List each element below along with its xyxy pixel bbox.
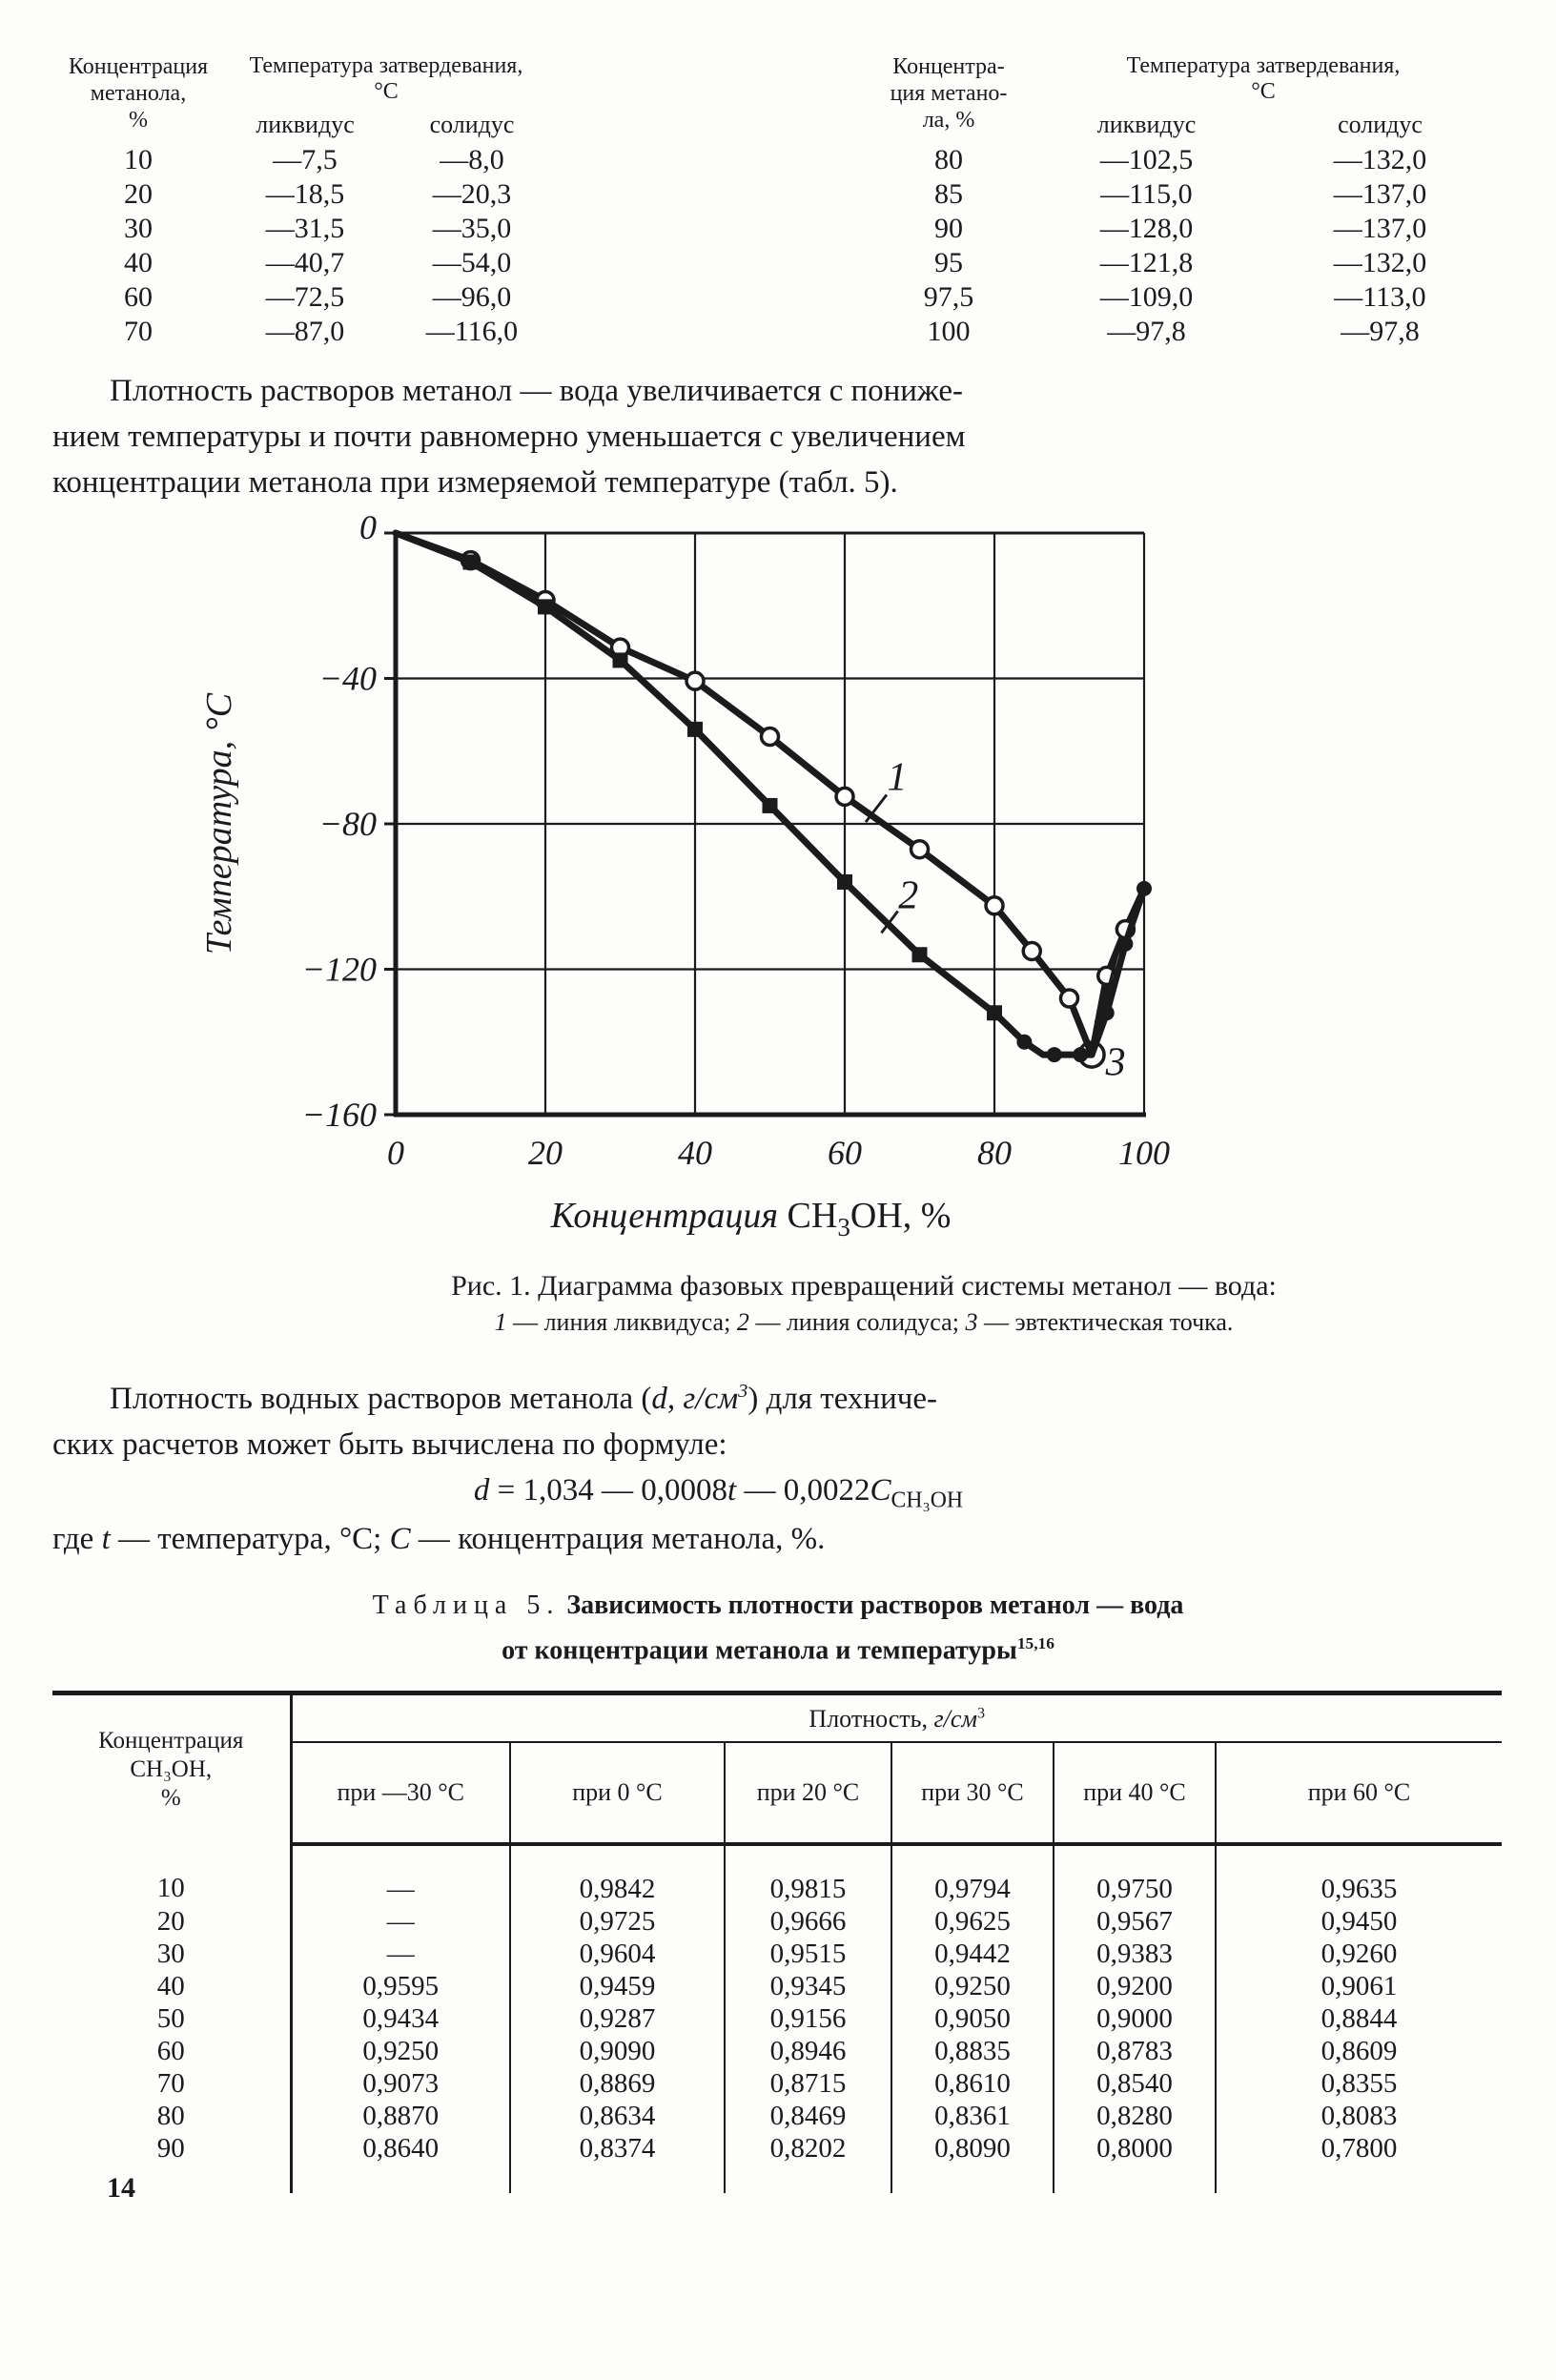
cell: —102,5 [1099, 144, 1194, 175]
freezing-table-left [57, 50, 553, 349]
table-row [57, 177, 553, 212]
cell: 80 [52, 2100, 291, 2132]
cell: 40 [124, 247, 153, 278]
cell: 0,9604 [510, 1938, 725, 1970]
cell: —97,8 [1341, 316, 1420, 347]
col-subheader: солидус [429, 111, 515, 138]
col-subheader-temp: при 20 °С [725, 1742, 891, 1844]
formula-legend: где t — температура, °С; С — концентрация метанола, %. [52, 1521, 826, 1556]
col-subheader-temp: при 40 °С [1054, 1742, 1216, 1844]
cell: 0,9434 [362, 2002, 440, 2034]
open-circle-marker [986, 897, 1003, 914]
table-row [57, 212, 553, 246]
table-row [52, 2002, 1502, 2035]
table-row [57, 280, 553, 315]
open-circle-marker [762, 728, 779, 746]
open-circle-marker [1061, 990, 1078, 1007]
table-row [52, 2100, 1502, 2132]
tick-labels [302, 509, 1170, 1172]
cell: —18,5 [265, 178, 345, 210]
table-row [868, 246, 1497, 280]
cell: 0,9442 [891, 1938, 1054, 1970]
figure-1 [172, 509, 1556, 1340]
filled-square-marker [613, 652, 628, 667]
cell: 0,9595 [362, 1970, 440, 2001]
eutectic-arrow [1095, 940, 1121, 1036]
cell: 60 [124, 281, 153, 313]
cell: 0,8090 [891, 2132, 1054, 2165]
cell: 0,8844 [1216, 2002, 1502, 2035]
cell: 0,9750 [1054, 1844, 1216, 1905]
col-subheader-temp: при 30 °С [891, 1742, 1054, 1844]
cell: 50 [52, 2002, 291, 2035]
table5-title-line2: от концентрации метанола и температуры$^{15,16}$ [502, 1633, 1054, 1665]
svg-text:60: 60 [828, 1134, 862, 1172]
cell: 0,9815 [725, 1844, 891, 1905]
cell: 0,9666 [725, 1905, 891, 1938]
paragraph-line: Плотность водных растворов метанола (d, $г/см^3$) для техниче- [110, 1381, 937, 1416]
y-axis-title: Температура, °С [199, 692, 239, 955]
cell: —116,0 [425, 316, 519, 347]
cell: 95 [934, 247, 963, 278]
cell: 70 [124, 316, 153, 347]
table-row [52, 2067, 1502, 2100]
filled-square-marker [763, 798, 778, 813]
cell: —121,8 [1099, 247, 1194, 278]
cell: 0,9000 [1054, 2002, 1216, 2035]
cell: 0,9625 [891, 1905, 1054, 1938]
cell: 20 [52, 1905, 291, 1938]
cell: 0,8540 [1054, 2067, 1216, 2100]
cell: 70 [52, 2067, 291, 2100]
series-1-line [396, 533, 1144, 1055]
cell: 0,9260 [1216, 1938, 1502, 1970]
figure-caption [172, 1267, 1556, 1340]
cell: 0,9725 [510, 1905, 725, 1938]
filled-square-marker [912, 947, 928, 962]
table-row [52, 1970, 1502, 2002]
legend-num-1: 1 [494, 1308, 507, 1336]
cell: —137,0 [1333, 213, 1427, 244]
col-subheader: ликвидус [1096, 111, 1197, 138]
cell: 0,9345 [725, 1970, 891, 2002]
table-row [868, 280, 1497, 315]
cell: —31,5 [265, 213, 345, 244]
table-row [868, 315, 1497, 349]
freezing-table-right [868, 50, 1497, 349]
curve-label-2: 2 [898, 873, 919, 918]
curve-label-3: 3 [1105, 1040, 1126, 1085]
cell: 40 [52, 1970, 291, 2002]
cell: 90 [52, 2132, 291, 2165]
table-row [868, 143, 1497, 177]
table-row [57, 315, 553, 349]
cell: —8,0 [440, 144, 504, 175]
density-table [52, 1691, 1502, 2193]
filled-circle-marker [1016, 1035, 1032, 1050]
cell: 100 [927, 316, 971, 347]
col-header-concentration: Концентрация метанола, % [68, 54, 209, 133]
cell: 0,9287 [510, 2002, 725, 2035]
filled-square-marker [463, 555, 479, 570]
cell: 0,9250 [362, 2035, 440, 2066]
col-header-concentration: Концентрация СН₃ОН, % [52, 1693, 291, 1844]
cell: —72,5 [265, 281, 345, 313]
paragraph-density-intro [52, 368, 1504, 505]
page-number: 14 [107, 2172, 135, 2204]
cell: 0,9450 [1216, 1905, 1502, 1938]
cell: 0,8783 [1054, 2035, 1216, 2067]
figure-caption-title: Рис. 1. Диаграмма фазовых превращений системы метанол — вода: [451, 1270, 1277, 1302]
col-subheader-temp: при —30 °С [291, 1742, 510, 1844]
cell: —54,0 [432, 247, 512, 278]
cell: —137,0 [1333, 178, 1427, 210]
col-header-concentration: Концентра- ция метано- ла, % [890, 54, 1008, 133]
cell: 0,8870 [362, 2100, 440, 2131]
svg-text:−40: −40 [318, 659, 377, 698]
cell: 0,9090 [510, 2035, 725, 2067]
curve-label-1: 1 [887, 755, 908, 800]
cell: —132,0 [1333, 247, 1427, 278]
cell: 0,8835 [891, 2035, 1054, 2067]
cell: 0,8083 [1216, 2100, 1502, 2132]
cell: —35,0 [432, 213, 512, 244]
table5-title [0, 1587, 1556, 1670]
cell: —40,7 [265, 247, 345, 278]
cell: 0,9567 [1054, 1905, 1216, 1938]
cell: —113,0 [1334, 281, 1426, 313]
cell: 0,9073 [362, 2067, 440, 2099]
grid-lines [396, 533, 1144, 1115]
filled-square-marker [837, 874, 852, 890]
paragraph-density-formula [52, 1368, 1504, 1467]
legend-num-2: 2 [736, 1308, 749, 1336]
cell: —96,0 [432, 281, 512, 313]
cell: —97,8 [1107, 316, 1186, 347]
filled-square-marker [687, 722, 703, 737]
cell: 10 [52, 1844, 291, 1905]
cell: —132,0 [1333, 144, 1427, 175]
cell: 0,8361 [891, 2100, 1054, 2132]
cell: 0,9515 [725, 1938, 891, 1970]
col-header-freezing-temp: Температура затвердевания, °С [249, 53, 523, 104]
cell: —20,3 [432, 178, 512, 210]
cell: 0,8374 [510, 2132, 725, 2165]
table-row [57, 143, 553, 177]
open-circle-marker [686, 672, 704, 689]
cell: 90 [934, 213, 963, 244]
table-row [868, 177, 1497, 212]
cell: 0,8469 [725, 2100, 891, 2132]
table-row [52, 1905, 1502, 1938]
cell: 0,9842 [510, 1844, 725, 1905]
cell: 0,9794 [891, 1844, 1054, 1905]
cell: — [386, 1938, 415, 1969]
table-row [868, 212, 1497, 246]
cell: —109,0 [1099, 281, 1194, 313]
table-row [57, 246, 553, 280]
cell: 0,8640 [362, 2132, 440, 2164]
col-subheader-temp: при 60 °С [1216, 1742, 1502, 1844]
table-row-spacer [52, 2165, 1502, 2193]
cell: 0,8202 [725, 2132, 891, 2165]
cell: —7,5 [273, 144, 338, 175]
cell: 30 [52, 1938, 291, 1970]
filled-square-marker [987, 1005, 1002, 1020]
open-circle-marker [836, 788, 853, 805]
table-row [52, 1938, 1502, 1970]
cell: 0,8715 [725, 2067, 891, 2100]
cell: 0,9383 [1054, 1938, 1216, 1970]
cell: 0,8634 [510, 2100, 725, 2132]
open-circle-marker [1023, 942, 1040, 959]
cell: 0,8280 [1054, 2100, 1216, 2132]
x-axis-title: Концентрация $СН_3ОН$, % [550, 1196, 952, 1241]
col-subheader: солидус [1338, 111, 1423, 138]
cell: 0,9459 [510, 1970, 725, 2002]
svg-text:−120: −120 [301, 950, 377, 989]
paragraph-line: концентрации метанола при измеряемой температуре (табл. 5). [52, 465, 898, 500]
cell: —115,0 [1100, 178, 1193, 210]
cell: 0,9156 [725, 2002, 891, 2035]
paragraph-line: Плотность растворов метанол — вода увеличивается с пониже- [110, 374, 963, 408]
filled-circle-marker [1136, 881, 1152, 896]
cell: 30 [124, 213, 153, 244]
cell: —128,0 [1099, 213, 1194, 244]
cell: 60 [52, 2035, 291, 2067]
svg-text:80: 80 [977, 1134, 1012, 1172]
cell: 0,9050 [891, 2002, 1054, 2035]
cell: 85 [934, 178, 963, 210]
table-row [52, 1844, 1502, 1905]
cell: — [386, 1905, 415, 1937]
col-header-density: Плотность, $г/см^3$ [291, 1693, 1502, 1742]
cell: 0,9200 [1054, 1970, 1216, 2002]
cell: —87,0 [265, 316, 345, 347]
cell: 0,8355 [1216, 2067, 1502, 2100]
cell: 0,8869 [510, 2067, 725, 2100]
svg-text:0: 0 [359, 509, 377, 546]
cell: 0,8946 [725, 2035, 891, 2067]
freezing-point-tables [0, 0, 1556, 349]
col-header-freezing-temp: Температура затвердевания, °С [1126, 53, 1401, 104]
cell: 0,9635 [1216, 1844, 1502, 1905]
density-formula: d = 1,034 — 0,0008t — $0,0022C_{СН_3ОН}$ [473, 1473, 964, 1513]
table5-title-line1: Таблица 5. Зависимость плотности растворов метанол — вода [372, 1590, 1184, 1620]
open-circle-marker [911, 841, 929, 858]
paragraph-line: нием температуры и почти равномерно уменьшается с увеличением [52, 420, 966, 454]
phase-diagram-chart [172, 509, 1211, 1253]
cell: 10 [124, 144, 153, 175]
cell: 0,9250 [891, 1970, 1054, 2002]
series-2-line [396, 533, 1152, 1062]
col-subheader-temp: при 0 °С [510, 1742, 725, 1844]
table-row [52, 2132, 1502, 2165]
svg-text:40: 40 [678, 1134, 712, 1172]
cell: 0,7800 [1216, 2132, 1502, 2165]
svg-text:20: 20 [528, 1134, 563, 1172]
col-subheader: ликвидус [256, 111, 355, 138]
svg-text:100: 100 [1118, 1134, 1170, 1172]
cell: 20 [124, 178, 153, 210]
cell: 0,9061 [1216, 1970, 1502, 2002]
cell: 0,8610 [891, 2067, 1054, 2100]
cell: 0,8609 [1216, 2035, 1502, 2067]
figure-caption-legend: 1 — линия ликвидуса; 2 — линия солидуса; 3 — эвтектическая точка. [494, 1308, 1234, 1336]
cell: 0,8000 [1054, 2132, 1216, 2165]
svg-text:−160: −160 [301, 1096, 377, 1134]
filled-circle-marker [1047, 1047, 1062, 1062]
table-row [52, 2035, 1502, 2067]
filled-square-marker [538, 599, 553, 614]
cell: 97,5 [923, 281, 974, 313]
cell: 80 [934, 144, 963, 175]
svg-text:−80: −80 [318, 805, 377, 843]
cell: — [386, 1873, 415, 1904]
legend-num-3: 3 [965, 1308, 978, 1336]
paragraph-line: ских расчетов может быть вычислена по формуле: [52, 1427, 727, 1462]
svg-text:0: 0 [387, 1134, 404, 1172]
